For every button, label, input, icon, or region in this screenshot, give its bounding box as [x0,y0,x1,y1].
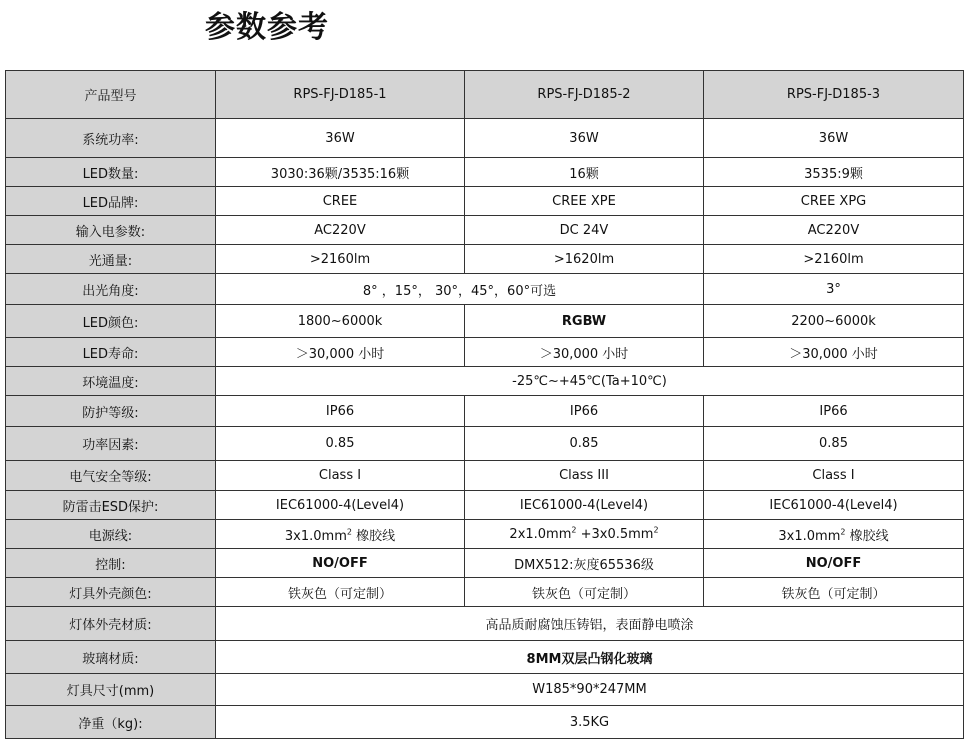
table-row-flux [6,245,964,274]
table-row-ip [6,396,964,427]
row-label: 玻璃材质: [6,641,216,674]
cell: 0.85 [704,427,964,461]
cell: 3.5KG [216,706,964,739]
cell: 0.85 [465,427,704,461]
row-label: 光通量: [6,245,216,274]
cell [465,520,704,549]
row-label: 电源线: [6,520,216,549]
cell: AC220V [216,216,465,245]
row-label: 灯具尺寸(mm) [6,674,216,706]
cell: 2200~6000k [704,305,964,338]
cell: >2160lm [704,245,964,274]
cell: 8° ，15°， 30°，45°，60°可选 [216,274,704,305]
row-label: 灯具外壳颜色: [6,578,216,607]
cell: >2160lm [216,245,465,274]
cell: 0.85 [216,427,465,461]
cell: IEC61000-4(Level4) [704,491,964,520]
cell: 铁灰色（可定制） [216,578,465,607]
row-label: 电气安全等级: [6,461,216,491]
cable-spec: 3x1.0mm [284,528,347,544]
cell: Class I [704,461,964,491]
table-row-pf [6,427,964,461]
cable-spec: 2x1.0mm [509,526,572,542]
table-row-control [6,549,964,578]
cable-spec: 3x1.0mm [778,528,841,544]
row-label: 环境温度: [6,367,216,396]
cell [216,520,465,549]
page-title: 参数参考 [205,10,329,45]
cell: 铁灰色（可定制） [704,578,964,607]
table-row-size [6,674,964,706]
row-label: 防护等级: [6,396,216,427]
cell: 36W [216,119,465,158]
cell: 高品质耐腐蚀压铸铝，表面静电喷涂 [216,607,964,641]
row-label: 防雷击ESD保护: [6,491,216,520]
row-label: 控制: [6,549,216,578]
table-row-temp [6,367,964,396]
cell: DC 24V [465,216,704,245]
cell: Class I [216,461,465,491]
cell: CREE XPG [704,187,964,216]
table-row-esd [6,491,964,520]
row-label: LED寿命: [6,338,216,367]
row-label: 系统功率: [6,119,216,158]
table-row-safety [6,461,964,491]
cell: ＞30,000 小时 [216,338,465,367]
row-label: 功率因素: [6,427,216,461]
cell: IEC61000-4(Level4) [465,491,704,520]
cell: NO/OFF [216,549,465,578]
cell: 1800~6000k [216,305,465,338]
header-model-1: RPS-FJ-D185-1 [216,71,465,119]
cell: CREE [216,187,465,216]
cell: 3030:36颗/3535:16颗 [216,158,465,187]
header-model-2: RPS-FJ-D185-2 [465,71,704,119]
table-row-power [6,119,964,158]
cell: 36W [704,119,964,158]
row-label: LED颜色: [6,305,216,338]
row-label: 出光角度: [6,274,216,305]
table-row-life [6,338,964,367]
cell: ＞30,000 小时 [465,338,704,367]
row-label: 输入电参数: [6,216,216,245]
superscript: 2 [346,527,352,537]
cell: NO/OFF [704,549,964,578]
cell: RGBW [465,305,704,338]
superscript: 2 [571,525,577,535]
header-label: 产品型号 [6,71,216,119]
cell: AC220V [704,216,964,245]
cable-type: 橡胶线 [845,528,889,544]
cell: Class III [465,461,704,491]
cell: IP66 [216,396,465,427]
cable-spec-2: +3x0.5mm [576,526,654,542]
table-row-led-count [6,158,964,187]
cell: IP66 [704,396,964,427]
table-row-input [6,216,964,245]
cell: 3535:9颗 [704,158,964,187]
cell: ＞30,000 小时 [704,338,964,367]
table-row-led-brand [6,187,964,216]
cell: IP66 [465,396,704,427]
cell [704,520,964,549]
table-row-weight [6,706,964,739]
cell: >1620lm [465,245,704,274]
cell: CREE XPE [465,187,704,216]
table-row-beam [6,274,964,305]
superscript: 2 [840,527,846,537]
table-header-row [6,71,964,119]
cable-type: 橡胶线 [351,528,396,544]
cell: 3° [704,274,964,305]
cell: 8MM双层凸钢化玻璃 [216,641,964,674]
cell: W185*90*247MM [216,674,964,706]
row-label: LED品牌: [6,187,216,216]
table-row-color [6,305,964,338]
spec-table [5,70,964,739]
cell: 铁灰色（可定制） [465,578,704,607]
row-label: 灯体外壳材质: [6,607,216,641]
cell: 16颗 [465,158,704,187]
superscript: 2 [653,525,659,535]
cell: DMX512:灰度65536级 [465,549,704,578]
row-label: 净重（kg): [6,706,216,739]
cell: IEC61000-4(Level4) [216,491,465,520]
table-row-glass [6,641,964,674]
table-row-cable [6,520,964,549]
cell: -25℃~+45℃(Ta+10℃) [216,367,964,396]
table-row-shell-color [6,578,964,607]
cell: 36W [465,119,704,158]
table-row-shell-material [6,607,964,641]
header-model-3: RPS-FJ-D185-3 [704,71,964,119]
row-label: LED数量: [6,158,216,187]
